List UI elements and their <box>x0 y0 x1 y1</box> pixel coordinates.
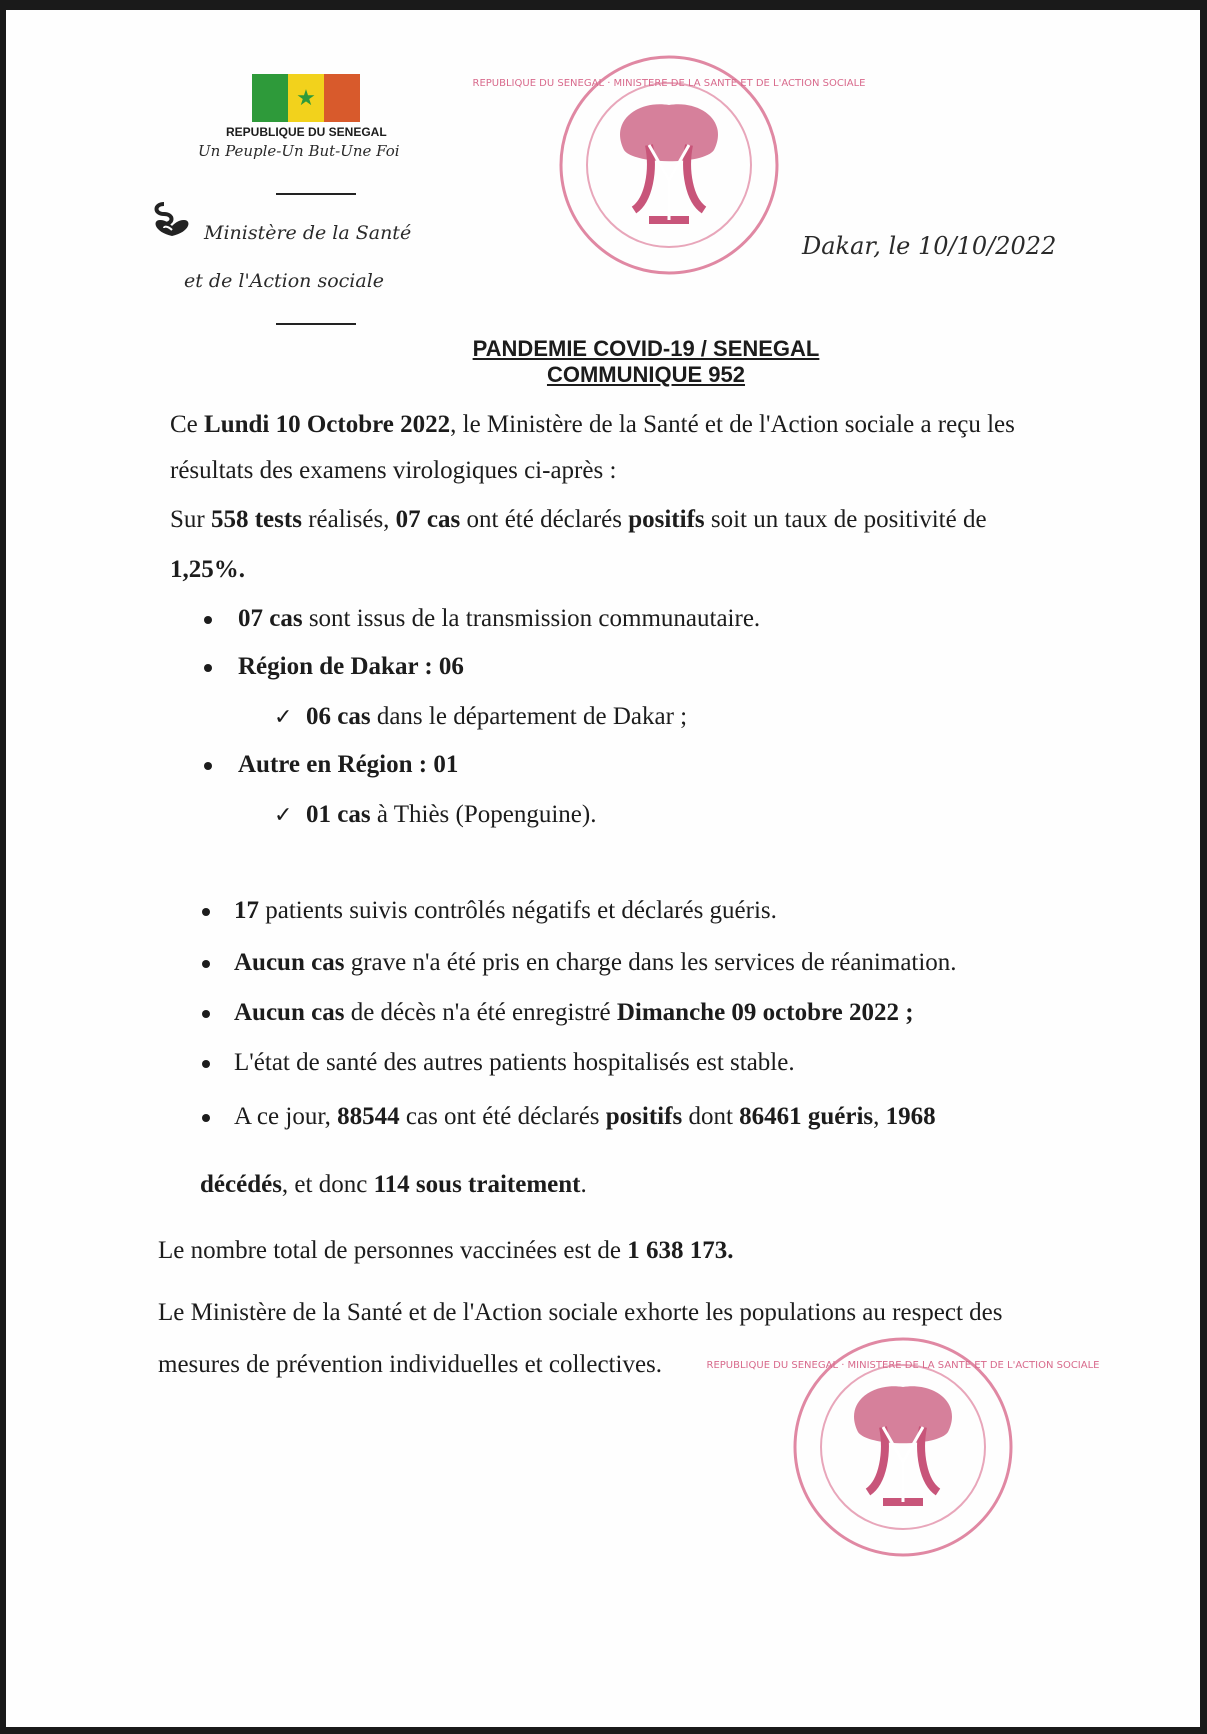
divider <box>276 193 356 195</box>
star-icon: ★ <box>296 85 316 111</box>
tests-line: Sur 558 tests réalisés, 07 cas ont été déclarés positifs soit un taux de positivité de <box>170 506 987 533</box>
dakar-cases: 06 cas dans le département de Dakar ; <box>306 703 688 730</box>
bullet-icon <box>204 762 212 770</box>
deaths-line: Aucun cas de décès n'a été enregistré Dimanche 09 octobre 2022 ; <box>234 999 914 1026</box>
check-icon: ✓ <box>274 802 293 827</box>
divider <box>276 323 356 325</box>
ministry-name-line1: Ministère de la Santé <box>204 222 412 244</box>
document-title: PANDEMIE COVID-19 / SENEGAL <box>472 336 820 361</box>
recovered-line: 17 patients suivis contrôlés négatifs et déclarés guéris. <box>234 897 777 924</box>
cumulative-line: A ce jour, 88544 cas ont été déclarés positifs dont 86461 guéris, 1968 <box>234 1103 936 1130</box>
cumulative-line-2: décédés, et donc 114 sous traitement. <box>200 1171 587 1198</box>
stamp-text-top: REPUBLIQUE DU SENEGAL · MINISTERE DE LA SANTE ET DE L'ACTION SOCIALE <box>472 78 866 89</box>
check-icon: ✓ <box>274 704 293 729</box>
republic-label: REPUBLIQUE DU SENEGAL <box>226 125 387 139</box>
bullet-icon <box>202 1010 210 1018</box>
other-region: Autre en Région : 01 <box>238 751 459 778</box>
official-stamp-top <box>472 50 866 280</box>
stamp-text-bottom: REPUBLIQUE DU SENEGAL · MINISTERE DE LA SANTE ET DE L'ACTION SOCIALE <box>706 1360 1100 1371</box>
bullet-icon <box>204 616 212 624</box>
bullet-icon <box>202 1114 210 1122</box>
document-page <box>6 10 1200 1727</box>
thies-cases: 01 cas à Thiès (Popenguine). <box>306 801 597 828</box>
closing-line-1: Le Ministère de la Santé et de l'Action sociale exhorte les populations au respect des <box>158 1299 1003 1326</box>
positivity-rate: 1,25%. <box>170 556 245 583</box>
stable-line: L'état de santé des autres patients hospitalisés est stable. <box>234 1049 795 1076</box>
bullet-icon <box>202 908 210 916</box>
ministry-name-line2: et de l'Action sociale <box>184 270 385 292</box>
intro-line-1: Ce Lundi 10 Octobre 2022, le Ministère de la Santé et de l'Action sociale a reçu les <box>170 411 1015 438</box>
national-motto: Un Peuple-Un But-Une Foi <box>198 142 400 160</box>
severe-cases-line: Aucun cas grave n'a été pris en charge dans les services de réanimation. <box>234 949 957 976</box>
official-stamp-bottom <box>706 1332 1100 1562</box>
dakar-region: Région de Dakar : 06 <box>238 653 464 680</box>
bullet-icon <box>202 1060 210 1068</box>
intro-line-2: résultats des examens virologiques ci-après : <box>170 457 617 484</box>
closing-line-2: mesures de prévention individuelles et collectives. <box>158 1351 663 1378</box>
document-date: Dakar, le 10/10/2022 <box>802 232 1057 260</box>
vaccination-line: Le nombre total de personnes vaccinées est de 1 638 173. <box>158 1237 734 1264</box>
bullet-icon <box>202 960 210 968</box>
community-cases: 07 cas sont issus de la transmission communautaire. <box>238 605 761 632</box>
communique-number: COMMUNIQUE 952 <box>546 362 746 387</box>
senegal-flag <box>252 74 360 122</box>
bullet-icon <box>204 664 212 672</box>
ministry-logo-icon <box>150 196 200 240</box>
